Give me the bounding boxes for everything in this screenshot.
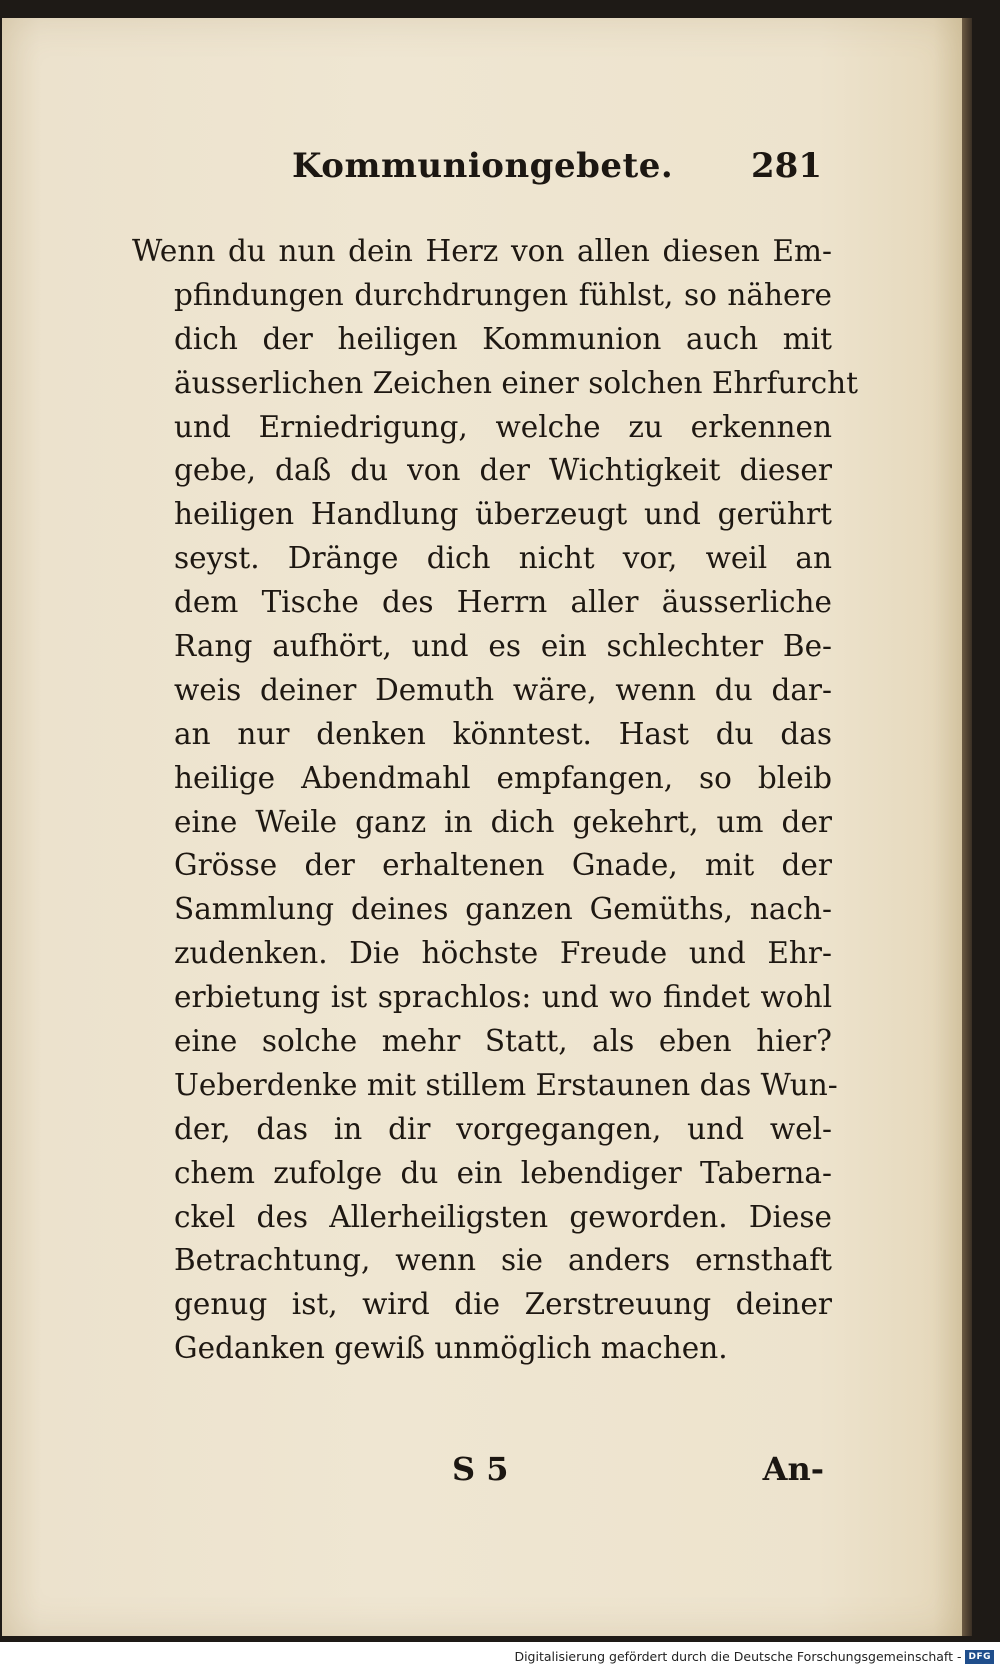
text-line: Wenn du nun dein Herz von allen diesen Em- <box>132 234 832 268</box>
text-line: chem zufolge du ein lebendiger Taberna- <box>174 1155 832 1190</box>
page-edge <box>962 18 972 1636</box>
body-text <box>132 230 858 1371</box>
text-line: ckel des Allerheiligsten geworden. Diese <box>174 1199 832 1234</box>
text-line: gebe, daß du von der Wichtigkeit dieser <box>174 453 832 488</box>
text-line: Betrachtung, wenn sie anders ernsthaft <box>174 1243 832 1278</box>
text-line: und Erniedrigung, welche zu erkennen <box>174 409 832 444</box>
text-line: eine solche mehr Statt, als eben hier? <box>174 1024 832 1059</box>
text-line: an nur denken könntest. Hast du das <box>174 716 832 751</box>
text-line: genug ist, wird die Zerstreuung deiner <box>174 1287 832 1322</box>
text-line: Ueberdenke mit stillem Erstaunen das Wun- <box>174 1067 838 1102</box>
signature-mark: S 5 <box>452 1450 509 1488</box>
text-line: Grösse der erhaltenen Gnade, mit der <box>174 848 832 883</box>
page-header <box>162 146 822 206</box>
text-line: Rang aufhört, und es ein schlechter Be- <box>174 629 832 664</box>
text-line: seyst. Dränge dich nicht vor, weil an <box>174 541 832 576</box>
text-line: erbietung ist sprachlos: und wo findet wohl <box>174 980 832 1015</box>
text-line: Gedanken gewiß unmöglich machen. <box>174 1331 728 1366</box>
text-line: weis deiner Demuth wäre, wenn du dar- <box>174 672 832 707</box>
text-line: dem Tische des Herrn aller äusserliche <box>174 585 832 620</box>
text-line: eine Weile ganz in dich gekehrt, um der <box>174 804 832 839</box>
text-line: Sammlung deines ganzen Gemüths, nach- <box>174 892 832 927</box>
text-line: äusserlichen Zeichen einer solchen Ehrfurcht <box>174 365 858 400</box>
book-page <box>2 18 962 1636</box>
text-line: der, das in dir vorgegangen, und wel- <box>174 1111 832 1146</box>
text-line: zudenken. Die höchste Freude und Ehr- <box>174 936 832 971</box>
dfg-logo: DFG <box>965 1650 994 1664</box>
digitization-credit <box>514 1649 994 1664</box>
text-line: heiligen Handlung überzeugt und gerührt <box>174 497 832 532</box>
running-head: Kommuniongebete. <box>292 146 674 186</box>
credit-text: Digitalisierung gefördert durch die Deutsche Forschungsgemeinschaft - <box>514 1649 962 1664</box>
catchword: An- <box>762 1450 824 1488</box>
text-line: heilige Abendmahl empfangen, so bleib <box>174 760 832 795</box>
text-line: dich der heiligen Kommunion auch mit <box>174 321 832 356</box>
page-number: 281 <box>751 146 822 186</box>
text-line: pfindungen durchdrungen fühlst, so nähere <box>174 277 832 312</box>
page-footer <box>162 1450 824 1500</box>
